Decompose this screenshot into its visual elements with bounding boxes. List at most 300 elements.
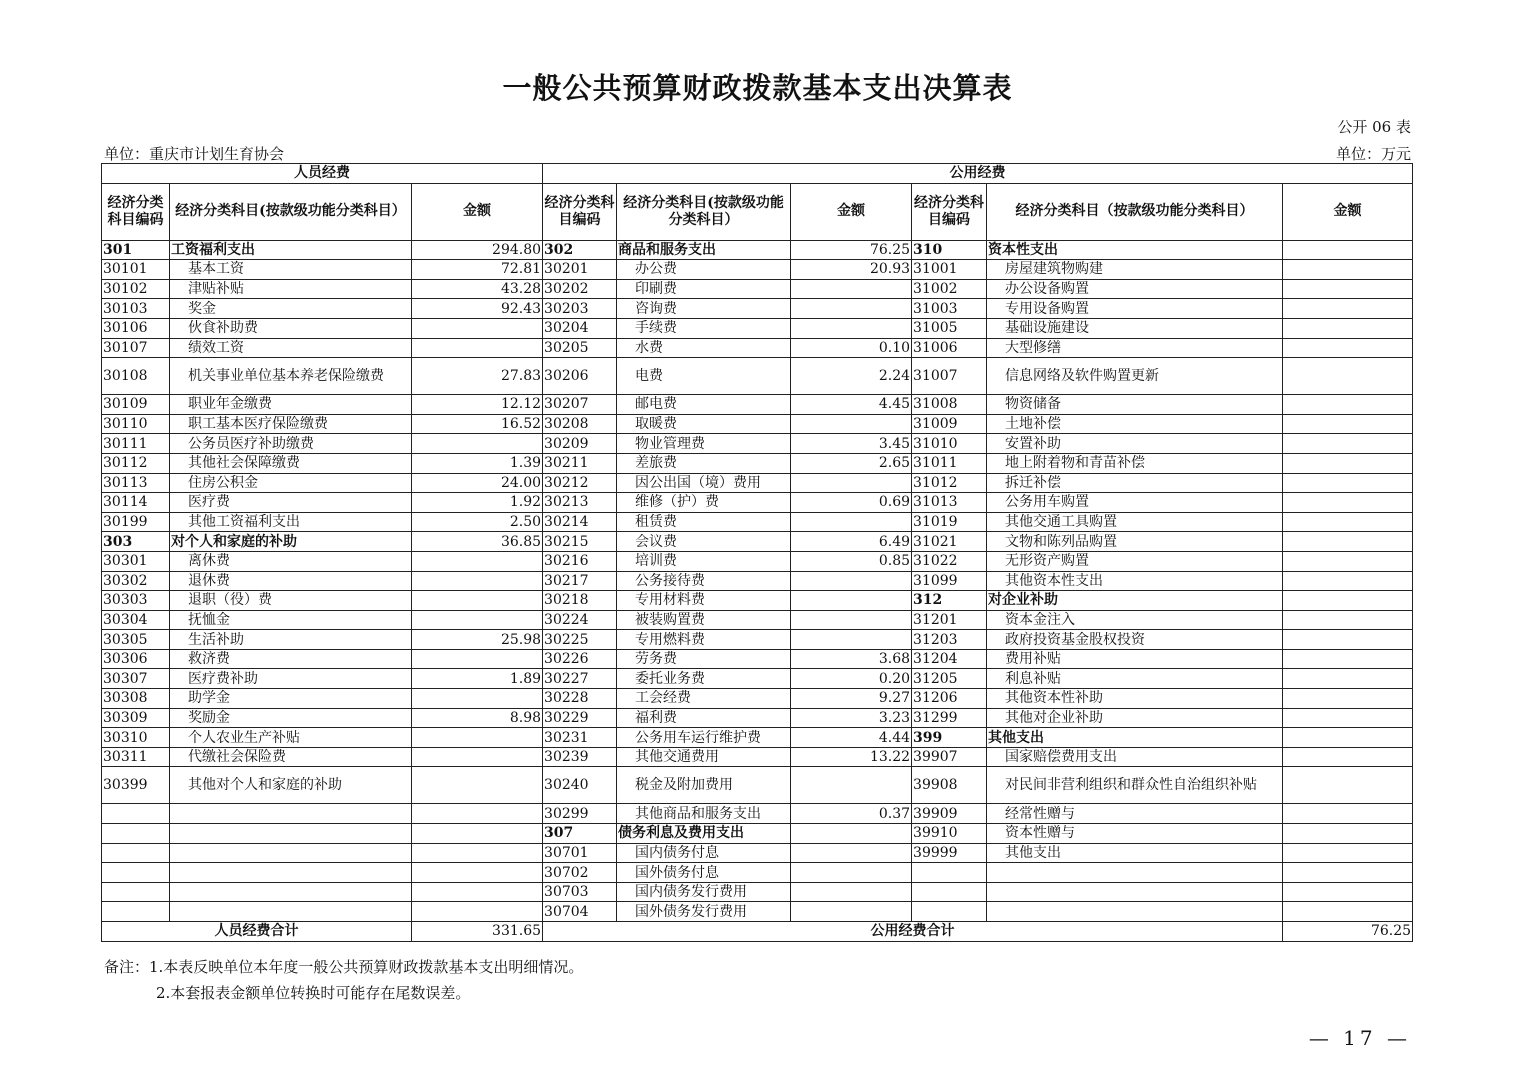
subject-name-cell: 资本金注入 (987, 610, 1283, 630)
subject-name-cell: 物资储备 (987, 395, 1283, 415)
amount-cell: 4.44 (791, 728, 912, 748)
economic-code-cell: 30212 (543, 473, 617, 493)
economic-code-cell: 30111 (102, 434, 170, 454)
table-row (102, 318, 1413, 338)
amount-cell (791, 299, 912, 319)
subject-name-cell: 机关事业单位基本养老保险缴费 (170, 358, 412, 395)
economic-code-cell: 30229 (543, 708, 617, 728)
amount-cell: 0.10 (791, 338, 912, 358)
col-header-subject: 经济分类科目(按款级功能分类科目） (170, 183, 412, 240)
economic-code-cell: 30240 (543, 767, 617, 804)
economic-code-cell: 31204 (912, 649, 987, 669)
amount-cell (1283, 512, 1413, 532)
table-row (102, 708, 1413, 728)
subject-name-cell: 救济费 (170, 649, 412, 669)
economic-code-cell: 31002 (912, 279, 987, 299)
subject-name-cell: 维修（护）费 (617, 493, 791, 513)
amount-cell (412, 882, 543, 902)
subject-name-cell: 奖金 (170, 299, 412, 319)
amount-cell (791, 591, 912, 611)
amount-cell: 6.49 (791, 532, 912, 552)
economic-code-cell: 399 (912, 728, 987, 748)
subject-name-cell: 资本性支出 (987, 240, 1283, 260)
subject-name-cell: 取暖费 (617, 414, 791, 434)
amount-cell: 24.00 (412, 473, 543, 493)
subject-name-cell: 医疗费 (170, 493, 412, 513)
amount-cell (412, 804, 543, 824)
amount-cell (1283, 395, 1413, 415)
table-row (102, 863, 1413, 883)
amount-cell (791, 630, 912, 650)
amount-cell (1283, 551, 1413, 571)
amount-cell (1283, 358, 1413, 395)
subject-name-cell: 对企业补助 (987, 591, 1283, 611)
subject-name-cell: 抚恤金 (170, 610, 412, 630)
amount-cell (1283, 669, 1413, 689)
economic-code-cell: 30299 (543, 804, 617, 824)
subject-name-cell: 对个人和家庭的补助 (170, 532, 412, 552)
economic-code-cell: 30202 (543, 279, 617, 299)
amount-cell: 16.52 (412, 414, 543, 434)
subject-name-cell: 电费 (617, 358, 791, 395)
subject-name-cell: 因公出国（境）费用 (617, 473, 791, 493)
amount-cell: 36.85 (412, 532, 543, 552)
economic-code-cell: 30307 (102, 669, 170, 689)
table-row (102, 395, 1413, 415)
amount-cell: 43.28 (412, 279, 543, 299)
subject-name-cell: 国家赔偿费用支出 (987, 747, 1283, 767)
economic-code-cell: 31021 (912, 532, 987, 552)
economic-code-cell: 30306 (102, 649, 170, 669)
economic-code-cell: 39907 (912, 747, 987, 767)
economic-code-cell: 30217 (543, 571, 617, 591)
col-header-subject: 经济分类科目(按款级功能分类科目） (617, 183, 791, 240)
amount-cell: 1.89 (412, 669, 543, 689)
subject-name-cell: 房屋建筑物购建 (987, 260, 1283, 280)
subject-name-cell: 土地补偿 (987, 414, 1283, 434)
subject-name-cell: 离休费 (170, 551, 412, 571)
amount-cell: 0.20 (791, 669, 912, 689)
subject-name-cell: 专用燃料费 (617, 630, 791, 650)
amount-cell (1283, 434, 1413, 454)
economic-code-cell: 307 (543, 824, 617, 844)
subject-name-cell: 其他商品和服务支出 (617, 804, 791, 824)
economic-code-cell: 31099 (912, 571, 987, 591)
subject-name-cell: 培训费 (617, 551, 791, 571)
economic-code-cell: 31006 (912, 338, 987, 358)
amount-cell (1283, 571, 1413, 591)
subject-name-cell: 印刷费 (617, 279, 791, 299)
subject-name-cell: 会议费 (617, 532, 791, 552)
amount-cell (1283, 279, 1413, 299)
subject-name-cell: 信息网络及软件购置更新 (987, 358, 1283, 395)
col-header-subject: 经济分类科目（按款级功能分类科目） (987, 183, 1283, 240)
table-row (102, 532, 1413, 552)
amount-cell: 4.45 (791, 395, 912, 415)
subject-name-cell (170, 882, 412, 902)
amount-cell (412, 551, 543, 571)
subject-name-cell: 拆迁补偿 (987, 473, 1283, 493)
amount-cell (791, 318, 912, 338)
col-header-code: 经济分类科目编码 (102, 183, 170, 240)
amount-cell: 294.80 (412, 240, 543, 260)
economic-code-cell: 30704 (543, 902, 617, 922)
economic-code-cell: 30208 (543, 414, 617, 434)
table-row (102, 804, 1413, 824)
subject-name-cell: 手续费 (617, 318, 791, 338)
table-row (102, 610, 1413, 630)
table-row (102, 414, 1413, 434)
subject-name-cell: 其他支出 (987, 843, 1283, 863)
reporting-unit: 单位：重庆市计划生育协会 (104, 145, 285, 163)
economic-code-cell: 30215 (543, 532, 617, 552)
economic-code-cell: 30216 (543, 551, 617, 571)
economic-code-cell: 30303 (102, 591, 170, 611)
subject-name-cell: 劳务费 (617, 649, 791, 669)
personnel-group-header: 人员经费 (102, 164, 543, 184)
personnel-total-value: 331.65 (412, 922, 543, 942)
economic-code-cell: 31011 (912, 453, 987, 473)
economic-code-cell: 31201 (912, 610, 987, 630)
economic-code-cell: 30225 (543, 630, 617, 650)
economic-code-cell: 303 (102, 532, 170, 552)
economic-code-cell (102, 824, 170, 844)
amount-cell (1283, 902, 1413, 922)
public-total-value: 76.25 (1283, 922, 1413, 942)
amount-cell: 2.24 (791, 358, 912, 395)
economic-code-cell: 30308 (102, 689, 170, 709)
economic-code-cell: 39999 (912, 843, 987, 863)
amount-cell: 72.81 (412, 260, 543, 280)
amount-cell (412, 747, 543, 767)
amount-cell (412, 689, 543, 709)
subject-name-cell: 费用补贴 (987, 649, 1283, 669)
subject-name-cell: 债务利息及费用支出 (617, 824, 791, 844)
economic-code-cell: 30302 (102, 571, 170, 591)
amount-cell (1283, 318, 1413, 338)
subject-name-cell: 津贴补贴 (170, 279, 412, 299)
subject-name-cell: 基础设施建设 (987, 318, 1283, 338)
economic-code-cell: 30109 (102, 395, 170, 415)
economic-code-cell: 31205 (912, 669, 987, 689)
amount-cell (1283, 532, 1413, 552)
amount-cell (412, 767, 543, 804)
subject-name-cell: 办公设备购置 (987, 279, 1283, 299)
amount-cell (1283, 767, 1413, 804)
economic-code-cell: 30213 (543, 493, 617, 513)
subject-name-cell (987, 863, 1283, 883)
subject-name-cell: 代缴社会保险费 (170, 747, 412, 767)
amount-cell (412, 338, 543, 358)
subject-name-cell: 福利费 (617, 708, 791, 728)
subject-name-cell: 物业管理费 (617, 434, 791, 454)
subject-name-cell (987, 882, 1283, 902)
economic-code-cell: 30103 (102, 299, 170, 319)
economic-code-cell: 30102 (102, 279, 170, 299)
col-header-amount: 金额 (412, 183, 543, 240)
amount-cell (1283, 630, 1413, 650)
economic-code-cell: 30206 (543, 358, 617, 395)
table-row (102, 630, 1413, 650)
economic-code-cell: 31206 (912, 689, 987, 709)
economic-code-cell: 30703 (543, 882, 617, 902)
totals-row (102, 922, 1413, 942)
table-row (102, 434, 1413, 454)
public-group-header: 公用经费 (543, 164, 1413, 184)
economic-code-cell: 30214 (543, 512, 617, 532)
amount-cell (791, 414, 912, 434)
subject-name-cell: 地上附着物和青苗补偿 (987, 453, 1283, 473)
subject-name-cell: 其他工资福利支出 (170, 512, 412, 532)
table-row (102, 453, 1413, 473)
economic-code-cell: 30201 (543, 260, 617, 280)
economic-code-cell (912, 882, 987, 902)
subject-name-cell: 医疗费补助 (170, 669, 412, 689)
subject-name-cell: 租赁费 (617, 512, 791, 532)
subject-name-cell: 公务用车运行维护费 (617, 728, 791, 748)
subject-name-cell: 咨询费 (617, 299, 791, 319)
economic-code-cell: 301 (102, 240, 170, 260)
table-row (102, 747, 1413, 767)
economic-code-cell: 39908 (912, 767, 987, 804)
table-row (102, 512, 1413, 532)
amount-cell: 25.98 (412, 630, 543, 650)
subject-name-cell: 退休费 (170, 571, 412, 591)
amount-cell: 0.85 (791, 551, 912, 571)
page-number: — 17 — (1308, 1026, 1411, 1050)
economic-code-cell: 31001 (912, 260, 987, 280)
amount-cell: 0.69 (791, 493, 912, 513)
table-row (102, 669, 1413, 689)
amount-cell (412, 649, 543, 669)
economic-code-cell: 31013 (912, 493, 987, 513)
economic-code-cell: 30305 (102, 630, 170, 650)
economic-code-cell: 30301 (102, 551, 170, 571)
economic-code-cell: 31299 (912, 708, 987, 728)
economic-code-cell (912, 902, 987, 922)
subject-name-cell: 公务接待费 (617, 571, 791, 591)
economic-code-cell: 30228 (543, 689, 617, 709)
economic-code-cell (102, 902, 170, 922)
subject-name-cell: 国内债务发行费用 (617, 882, 791, 902)
footnotes (104, 954, 583, 1006)
subject-name-cell: 被装购置费 (617, 610, 791, 630)
economic-code-cell (102, 863, 170, 883)
table-row (102, 299, 1413, 319)
amount-cell: 8.98 (412, 708, 543, 728)
amount-cell: 12.12 (412, 395, 543, 415)
amount-cell: 1.39 (412, 453, 543, 473)
table-row (102, 493, 1413, 513)
subject-name-cell: 助学金 (170, 689, 412, 709)
subject-name-cell: 办公费 (617, 260, 791, 280)
amount-cell: 3.23 (791, 708, 912, 728)
economic-code-cell: 30199 (102, 512, 170, 532)
subject-name-cell: 国外债务发行费用 (617, 902, 791, 922)
table-row (102, 358, 1413, 395)
economic-code-cell: 30309 (102, 708, 170, 728)
economic-code-cell (912, 863, 987, 883)
economic-code-cell: 30203 (543, 299, 617, 319)
column-header-row (102, 183, 1413, 240)
table-row (102, 649, 1413, 669)
subject-name-cell: 住房公积金 (170, 473, 412, 493)
economic-code-cell: 31012 (912, 473, 987, 493)
amount-cell (412, 863, 543, 883)
amount-cell (412, 434, 543, 454)
amount-cell (1283, 414, 1413, 434)
expenditure-table (101, 163, 1413, 942)
subject-name-cell: 委托业务费 (617, 669, 791, 689)
economic-code-cell: 30108 (102, 358, 170, 395)
table-row (102, 843, 1413, 863)
subject-name-cell: 工会经费 (617, 689, 791, 709)
economic-code-cell: 30702 (543, 863, 617, 883)
subject-name-cell: 基本工资 (170, 260, 412, 280)
amount-cell: 27.83 (412, 358, 543, 395)
subject-name-cell: 绩效工资 (170, 338, 412, 358)
amount-cell: 13.22 (791, 747, 912, 767)
amount-cell (791, 843, 912, 863)
economic-code-cell: 39909 (912, 804, 987, 824)
amount-cell (791, 473, 912, 493)
amount-cell (1283, 882, 1413, 902)
amount-cell: 3.68 (791, 649, 912, 669)
amount-cell: 0.37 (791, 804, 912, 824)
amount-cell (791, 279, 912, 299)
subject-name-cell: 专用设备购置 (987, 299, 1283, 319)
subject-name-cell: 其他对企业补助 (987, 708, 1283, 728)
economic-code-cell: 31009 (912, 414, 987, 434)
table-row (102, 551, 1413, 571)
economic-code-cell: 31008 (912, 395, 987, 415)
amount-cell (791, 863, 912, 883)
amount-cell (1283, 824, 1413, 844)
subject-name-cell (170, 902, 412, 922)
amount-cell (1283, 747, 1413, 767)
economic-code-cell: 30310 (102, 728, 170, 748)
amount-cell: 2.50 (412, 512, 543, 532)
footnote-2: 2.本套报表金额单位转换时可能存在尾数误差。 (156, 984, 471, 1002)
footnote-1: 备注：1.本表反映单位本年度一般公共预算财政拨款基本支出明细情况。 (104, 958, 584, 976)
table-row (102, 571, 1413, 591)
subject-name-cell: 邮电费 (617, 395, 791, 415)
economic-code-cell: 31019 (912, 512, 987, 532)
subject-name-cell: 公务员医疗补助缴费 (170, 434, 412, 454)
amount-cell (412, 824, 543, 844)
economic-code-cell: 30205 (543, 338, 617, 358)
subject-name-cell: 资本性赠与 (987, 824, 1283, 844)
subject-name-cell: 对民间非营利组织和群众性自治组织补贴 (987, 767, 1283, 804)
subject-name-cell: 大型修缮 (987, 338, 1283, 358)
amount-cell (791, 610, 912, 630)
economic-code-cell: 30399 (102, 767, 170, 804)
subject-name-cell: 专用材料费 (617, 591, 791, 611)
economic-code-cell: 31022 (912, 551, 987, 571)
table-row (102, 824, 1413, 844)
subject-name-cell: 国外债务付息 (617, 863, 791, 883)
subject-name-cell: 公务用车购置 (987, 493, 1283, 513)
amount-cell (1283, 338, 1413, 358)
amount-cell (791, 882, 912, 902)
economic-code-cell: 30227 (543, 669, 617, 689)
amount-cell (1283, 240, 1413, 260)
amount-cell (1283, 649, 1413, 669)
table-row (102, 591, 1413, 611)
economic-code-cell: 30311 (102, 747, 170, 767)
table-row (102, 689, 1413, 709)
table-row (102, 260, 1413, 280)
economic-code-cell: 30113 (102, 473, 170, 493)
subject-name-cell: 职业年金缴费 (170, 395, 412, 415)
amount-cell (412, 728, 543, 748)
amount-cell (1283, 493, 1413, 513)
personnel-total-label: 人员经费合计 (102, 922, 412, 942)
economic-code-cell: 30112 (102, 453, 170, 473)
economic-code-cell: 31010 (912, 434, 987, 454)
col-header-amount: 金额 (791, 183, 912, 240)
subject-name-cell: 职工基本医疗保险缴费 (170, 414, 412, 434)
amount-cell (1283, 610, 1413, 630)
economic-code-cell: 30110 (102, 414, 170, 434)
amount-cell (1283, 473, 1413, 493)
amount-cell (791, 902, 912, 922)
amount-cell (1283, 260, 1413, 280)
group-header-row (102, 164, 1413, 184)
amount-cell (1283, 689, 1413, 709)
economic-code-cell: 30107 (102, 338, 170, 358)
amount-cell: 2.65 (791, 453, 912, 473)
amount-cell (1283, 453, 1413, 473)
economic-code-cell: 31005 (912, 318, 987, 338)
subject-name-cell: 文物和陈列品购置 (987, 532, 1283, 552)
subject-name-cell: 国内债务付息 (617, 843, 791, 863)
economic-code-cell (102, 804, 170, 824)
amount-cell (412, 843, 543, 863)
economic-code-cell: 30226 (543, 649, 617, 669)
currency-unit: 单位：万元 (1335, 145, 1411, 163)
subject-name-cell: 其他交通费用 (617, 747, 791, 767)
subject-name-cell: 其他支出 (987, 728, 1283, 748)
table-row (102, 473, 1413, 493)
subject-name-cell: 无形资产购置 (987, 551, 1283, 571)
page-title: 一般公共预算财政拨款基本支出决算表 (502, 71, 1013, 105)
subject-name-cell: 利息补贴 (987, 669, 1283, 689)
subject-name-cell: 其他对个人和家庭的补助 (170, 767, 412, 804)
amount-cell (1283, 863, 1413, 883)
subject-name-cell (170, 824, 412, 844)
amount-cell: 76.25 (791, 240, 912, 260)
amount-cell (1283, 591, 1413, 611)
subject-name-cell: 其他资本性补助 (987, 689, 1283, 709)
economic-code-cell: 39910 (912, 824, 987, 844)
amount-cell (1283, 804, 1413, 824)
subject-name-cell (170, 863, 412, 883)
amount-cell: 20.93 (791, 260, 912, 280)
amount-cell: 92.43 (412, 299, 543, 319)
economic-code-cell: 30231 (543, 728, 617, 748)
subject-name-cell: 其他社会保障缴费 (170, 453, 412, 473)
amount-cell (791, 824, 912, 844)
economic-code-cell: 30701 (543, 843, 617, 863)
amount-cell (412, 591, 543, 611)
subject-name-cell: 工资福利支出 (170, 240, 412, 260)
economic-code-cell: 30114 (102, 493, 170, 513)
economic-code-cell: 30211 (543, 453, 617, 473)
subject-name-cell: 差旅费 (617, 453, 791, 473)
economic-code-cell: 30204 (543, 318, 617, 338)
amount-cell (791, 512, 912, 532)
